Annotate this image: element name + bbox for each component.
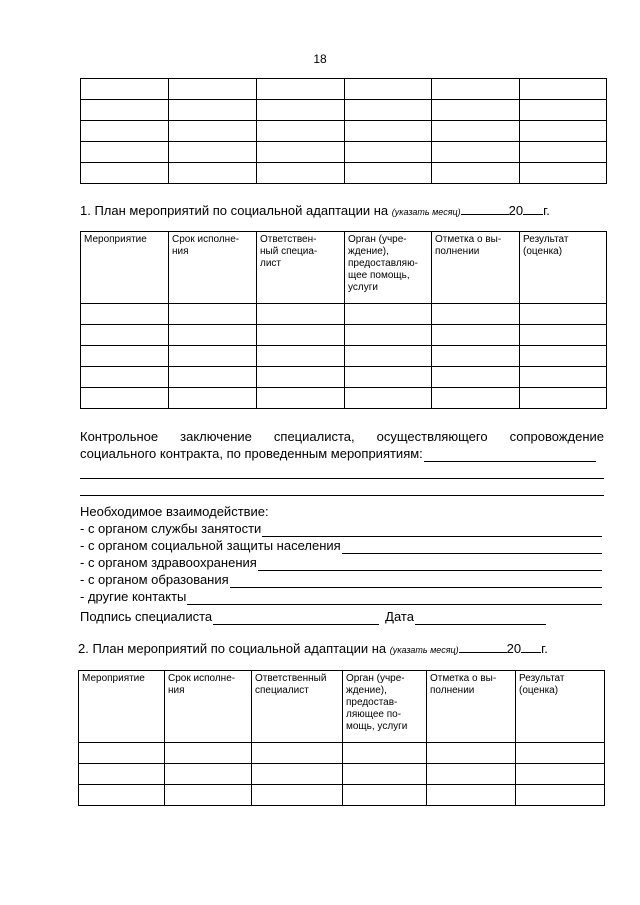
top-table-cell[interactable]: [432, 142, 520, 163]
plan-2-header-row: [79, 671, 605, 743]
top-table-row: [81, 121, 607, 142]
plan-1-header-cell: Срок исполне- ния: [169, 232, 257, 304]
top-table-cell[interactable]: [81, 121, 169, 142]
plan-2-year-prefix: 20: [506, 641, 522, 656]
top-table-cell[interactable]: [169, 121, 257, 142]
date-line[interactable]: [415, 611, 546, 625]
top-table-cell[interactable]: [81, 163, 169, 184]
plan-2-table-cell[interactable]: [79, 785, 165, 806]
plan-1-year-suffix: г.: [543, 203, 550, 218]
top-table-cell[interactable]: [432, 121, 520, 142]
interaction-title: Необходимое взаимодействие:: [80, 504, 269, 519]
plan-1-table-cell[interactable]: [432, 346, 520, 367]
top-table-cell[interactable]: [345, 100, 432, 121]
plan-2-table-cell[interactable]: [165, 764, 252, 785]
plan-1-table-cell[interactable]: [257, 304, 345, 325]
interaction-block: [80, 503, 602, 605]
conclusion-extra-line[interactable]: [80, 479, 604, 496]
top-table-cell[interactable]: [520, 142, 607, 163]
plan-2-table-cell[interactable]: [516, 764, 605, 785]
plan-1-table-cell[interactable]: [432, 367, 520, 388]
signature-line[interactable]: [213, 611, 379, 625]
plan-1-table-cell[interactable]: [432, 388, 520, 409]
plan-2-header-cell: Срок исполне- ния: [165, 671, 252, 743]
plan-1-month-blank[interactable]: [461, 203, 509, 215]
plan-1-table-cell[interactable]: [520, 388, 607, 409]
top-table-row: [81, 100, 607, 121]
top-table-cell[interactable]: [520, 79, 607, 100]
plan-2-month-hint: (указать месяц): [389, 645, 459, 655]
top-table-cell[interactable]: [81, 79, 169, 100]
plan-1-table-cell[interactable]: [520, 367, 607, 388]
plan-1-table-cell[interactable]: [81, 367, 169, 388]
plan-2-table-cell[interactable]: [79, 743, 165, 764]
interaction-item: [80, 588, 602, 605]
plan-2-table-cell[interactable]: [343, 743, 427, 764]
plan-1-table-row: [81, 325, 607, 346]
top-table-row: [81, 163, 607, 184]
top-table-cell[interactable]: [257, 163, 345, 184]
interaction-item-line[interactable]: [342, 540, 602, 554]
plan-2-table-cell[interactable]: [79, 764, 165, 785]
plan-1-table-cell[interactable]: [345, 388, 432, 409]
top-table-cell[interactable]: [169, 100, 257, 121]
interaction-item-label: - другие контакты: [80, 589, 187, 604]
plan-2-header-cell: Результат (оценка): [516, 671, 605, 743]
top-table-cell[interactable]: [345, 163, 432, 184]
plan-2-header-cell: Ответственный специалист: [252, 671, 343, 743]
top-table-cell[interactable]: [345, 142, 432, 163]
top-table-cell[interactable]: [432, 79, 520, 100]
plan-1-table-cell[interactable]: [345, 346, 432, 367]
plan-1-table-row: [81, 388, 607, 409]
plan-2-table-cell[interactable]: [252, 743, 343, 764]
top-table-cell[interactable]: [520, 163, 607, 184]
plan-2-header-cell: Мероприятие: [79, 671, 165, 743]
plan-1-table-cell[interactable]: [257, 325, 345, 346]
plan-1-table-cell[interactable]: [169, 325, 257, 346]
plan-1-table-cell[interactable]: [169, 388, 257, 409]
top-table-row: [81, 142, 607, 163]
top-table-cell[interactable]: [432, 163, 520, 184]
top-table-cell[interactable]: [345, 79, 432, 100]
interaction-item-line[interactable]: [258, 557, 602, 571]
conclusion-block: [80, 428, 604, 496]
interaction-item: [80, 554, 602, 571]
conclusion-fill-line[interactable]: [424, 448, 596, 462]
plan-1-table-cell[interactable]: [257, 346, 345, 367]
plan-1-header-row: [81, 232, 607, 304]
plan-1-year-blank[interactable]: [523, 203, 543, 215]
plan-2-table: [78, 670, 605, 806]
plan-1-table-cell[interactable]: [520, 346, 607, 367]
plan-1-table-cell[interactable]: [345, 304, 432, 325]
plan-1-year-prefix: 20: [508, 203, 524, 218]
plan-2-table-cell[interactable]: [427, 785, 516, 806]
plan-1-table-cell[interactable]: [432, 304, 520, 325]
plan-1-table-cell[interactable]: [81, 325, 169, 346]
conclusion-line-2-row: [80, 445, 604, 462]
plan-1-table-cell[interactable]: [81, 388, 169, 409]
conclusion-extra-line[interactable]: [80, 462, 604, 479]
plan-2-table-row: [79, 743, 605, 764]
interaction-item: [80, 537, 602, 554]
interaction-item-line[interactable]: [187, 591, 602, 605]
plan-1-table-cell[interactable]: [257, 388, 345, 409]
plan-2-header-cell: Отметка о вы- полнении: [427, 671, 516, 743]
interaction-item-line[interactable]: [262, 523, 602, 537]
plan-1-table-cell[interactable]: [345, 325, 432, 346]
plan-1-table: [80, 231, 607, 409]
plan-1-table-cell[interactable]: [169, 304, 257, 325]
plan-2-table-cell[interactable]: [165, 743, 252, 764]
top-table-cell[interactable]: [81, 142, 169, 163]
plan-1-table-cell[interactable]: [345, 367, 432, 388]
plan-1-header-cell: Орган (учре- ждение), предоставляю- щее помощь, услуги: [345, 232, 432, 304]
interaction-item-label: - с органом здравоохранения: [80, 555, 257, 570]
plan-1-table-cell[interactable]: [432, 325, 520, 346]
plan-2-heading: [78, 641, 548, 656]
plan-1-table-row: [81, 346, 607, 367]
top-table: [80, 78, 607, 184]
conclusion-line-2: социального контракта, по проведенным мероприятиям:: [80, 446, 423, 461]
top-table-cell[interactable]: [169, 163, 257, 184]
plan-2-table-cell[interactable]: [252, 785, 343, 806]
interaction-item-label: - с органом социальной защиты населения: [80, 538, 341, 553]
top-table-cell[interactable]: [169, 142, 257, 163]
plan-2-month-blank[interactable]: [459, 641, 507, 653]
plan-2-table-row: [79, 764, 605, 785]
top-table-cell[interactable]: [257, 79, 345, 100]
plan-1-heading: [80, 203, 550, 218]
plan-1-header-cell: Отметка о вы- полнении: [432, 232, 520, 304]
plan-2-table-cell[interactable]: [427, 743, 516, 764]
top-table-cell[interactable]: [345, 121, 432, 142]
top-table-cell[interactable]: [257, 142, 345, 163]
date-label: Дата: [385, 609, 414, 624]
interaction-item: [80, 520, 602, 537]
plan-2-table-cell[interactable]: [516, 785, 605, 806]
plan-1-table-cell[interactable]: [169, 367, 257, 388]
plan-1-table-cell[interactable]: [520, 304, 607, 325]
plan-1-table-cell[interactable]: [520, 325, 607, 346]
plan-2-table-cell[interactable]: [165, 785, 252, 806]
plan-2-table-cell[interactable]: [343, 764, 427, 785]
conclusion-line-1: Контрольное заключение специалиста, осуществляющего сопровождение: [80, 429, 604, 444]
plan-1-header-cell: Результат (оценка): [520, 232, 607, 304]
signature-label: Подпись специалиста: [80, 609, 213, 624]
plan-1-header-cell: Ответствен- ный специа- лист: [257, 232, 345, 304]
top-table-cell[interactable]: [81, 100, 169, 121]
top-table-row: [81, 79, 607, 100]
plan-2-table-cell[interactable]: [516, 743, 605, 764]
plan-2-table-cell[interactable]: [427, 764, 516, 785]
page-number: 18: [313, 52, 327, 66]
plan-1-table-cell[interactable]: [257, 367, 345, 388]
plan-1-table-row: [81, 304, 607, 325]
interaction-item-label: - с органом образования: [80, 572, 229, 587]
interaction-item: [80, 571, 602, 588]
plan-2-title: 2. План мероприятий по социальной адаптации на: [78, 641, 387, 656]
top-table-cell[interactable]: [257, 100, 345, 121]
interaction-item-label: - с органом службы занятости: [80, 521, 262, 536]
plan-1-header-cell: Мероприятие: [81, 232, 169, 304]
plan-1-table-cell[interactable]: [81, 304, 169, 325]
top-table-cell[interactable]: [520, 121, 607, 142]
plan-1-table-row: [81, 367, 607, 388]
signature-row: [80, 608, 546, 625]
plan-1-table-cell[interactable]: [81, 346, 169, 367]
plan-1-table-cell[interactable]: [169, 346, 257, 367]
plan-2-year-suffix: г.: [541, 641, 548, 656]
plan-2-table-row: [79, 785, 605, 806]
plan-1-title: 1. План мероприятий по социальной адаптации на: [80, 203, 389, 218]
plan-2-header-cell: Орган (учре- ждение), предостав- ляющее по- мощь, услуги: [343, 671, 427, 743]
top-table-cell[interactable]: [432, 100, 520, 121]
interaction-item-line[interactable]: [230, 574, 602, 588]
plan-2-year-blank[interactable]: [521, 641, 541, 653]
top-table-cell[interactable]: [520, 100, 607, 121]
top-table-cell[interactable]: [257, 121, 345, 142]
plan-2-table-cell[interactable]: [252, 764, 343, 785]
top-table-cell[interactable]: [169, 79, 257, 100]
plan-2-table-cell[interactable]: [343, 785, 427, 806]
plan-1-month-hint: (указать месяц): [391, 207, 461, 217]
